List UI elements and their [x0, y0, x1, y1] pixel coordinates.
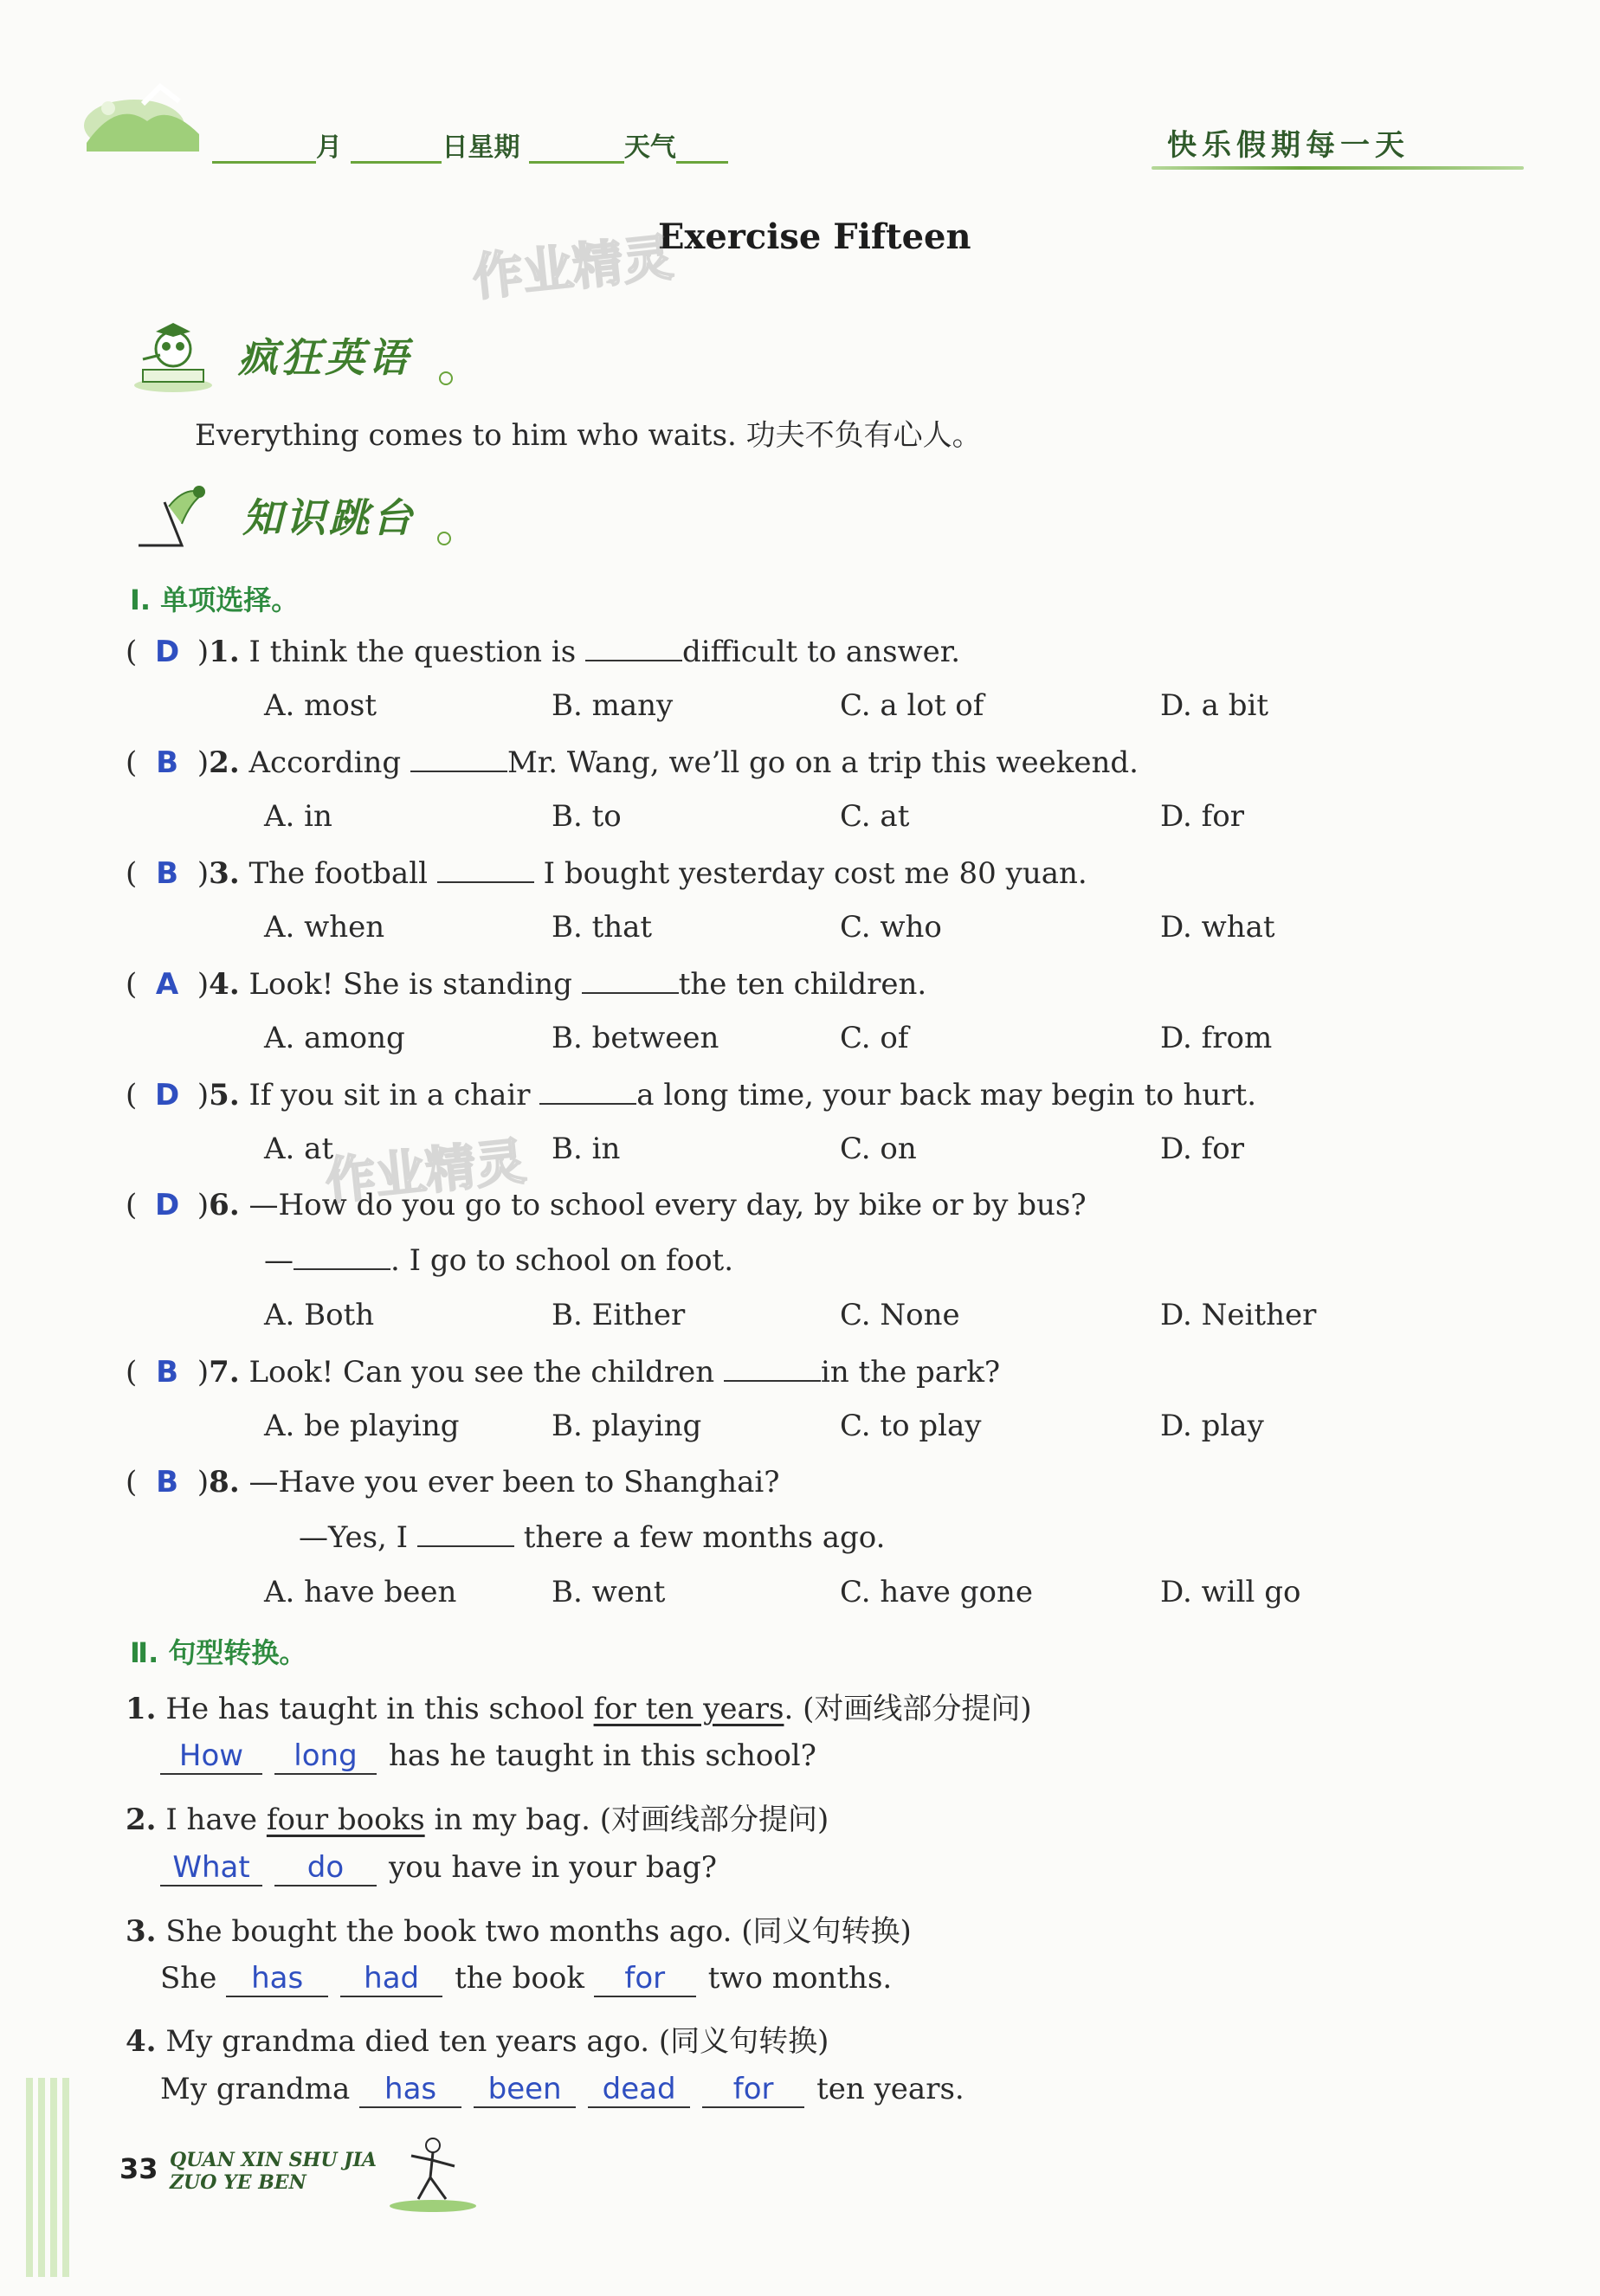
part1-heading: Ⅰ. 单项选择。: [130, 584, 300, 616]
question-text: Mr. Wang, we’ll go on a trip this weekend.: [506, 745, 1139, 780]
option-d: D. for: [1160, 1132, 1244, 1166]
question-text: difficult to answer.: [682, 635, 961, 669]
question-text: The football: [248, 856, 428, 891]
question-text: —How do you go to school every day, by bike or by bus?: [248, 1188, 1087, 1222]
transform-4: [126, 2017, 829, 2060]
question-number: 8.: [209, 1465, 240, 1499]
underlined-part: for ten years: [593, 1692, 784, 1726]
answer: B: [156, 745, 179, 780]
option-b: B. playing: [552, 1409, 702, 1443]
item-number: 3.: [126, 1914, 157, 1949]
option-c: C. of: [840, 1021, 909, 1055]
option-b: B. went: [552, 1575, 666, 1609]
banner-dot: [439, 371, 453, 385]
transform-1-answer: [160, 1738, 816, 1775]
question-number: 6.: [209, 1188, 240, 1222]
answer: A: [155, 967, 179, 1002]
filled-answer: What: [160, 1850, 262, 1886]
filled-answer: for: [594, 1961, 696, 1997]
option-a: A. most: [264, 688, 377, 723]
owl-reading-icon: [126, 316, 229, 394]
knowledge-banner: [130, 476, 494, 554]
question-7: ( B )7. Look! Can you see the children in the park?: [126, 1355, 1001, 1390]
filled-answer: long: [274, 1738, 377, 1775]
sentence-text: I have: [165, 1803, 258, 1837]
question-text: Look! She is standing: [248, 967, 572, 1002]
transform-4-answer: [160, 2072, 965, 2108]
question-6: ( D )6. —How do you go to school every day, by bike or by bus?: [126, 1188, 1087, 1222]
answer-blank: [417, 1519, 514, 1547]
question-8-line2: [299, 1519, 885, 1555]
answer: B: [156, 856, 179, 891]
sentence-text: ten years.: [816, 2072, 965, 2106]
watermark: 作业精灵: [469, 228, 676, 307]
answer: B: [156, 1355, 179, 1390]
question-number: 5.: [209, 1078, 240, 1113]
question-1: ( D )1. I think the question is difficult to answer.: [126, 635, 961, 669]
question-text: I think the question is: [248, 635, 577, 669]
sentence-text: . (对画线部分提问): [784, 1692, 1032, 1726]
answer: D: [154, 1078, 180, 1113]
answer-blank: [585, 634, 682, 661]
option-b: B. many: [552, 688, 674, 723]
sentence-text: two months.: [707, 1961, 893, 1996]
answer-blank: [437, 855, 534, 883]
day-label: 日: [442, 132, 468, 163]
week-blank: [529, 132, 624, 164]
option-b: B. in: [552, 1132, 621, 1166]
decorative-stripes: [26, 2078, 74, 2277]
option-a: A. at: [264, 1132, 334, 1166]
crazy-english-title: 疯狂英语: [238, 334, 411, 381]
question-text: . I go to school on foot.: [390, 1243, 734, 1278]
sentence-text: My grandma: [160, 2072, 351, 2106]
underlined-part: four books: [266, 1803, 425, 1837]
knowledge-title: 知识跳台: [242, 494, 416, 541]
filled-answer: for: [702, 2072, 804, 2108]
option-c: C. None: [840, 1298, 960, 1332]
question-2: ( B )2. According Mr. Wang, we’ll go on a trip this weekend.: [126, 745, 1139, 780]
answer-blank: [294, 1242, 390, 1270]
option-c: C. who: [840, 910, 942, 945]
question-text: —: [264, 1243, 294, 1278]
answer-blank: [582, 966, 679, 994]
day-blank: [351, 132, 442, 164]
option-a: A. among: [264, 1021, 405, 1055]
date-line: [212, 126, 728, 164]
transform-1: [126, 1685, 1032, 1727]
footer-brand: [170, 2149, 377, 2194]
transform-2-answer: [160, 1850, 717, 1886]
filled-answer: has: [226, 1961, 328, 1997]
transform-3: [126, 1907, 912, 1950]
option-b: B. that: [552, 910, 653, 945]
option-a: A. in: [264, 799, 332, 834]
question-text: I bought yesterday cost me 80 yuan.: [543, 856, 1087, 891]
option-c: C. on: [840, 1132, 917, 1166]
banner-dot: [437, 532, 451, 545]
filled-answer: been: [474, 2072, 576, 2108]
option-b: B. to: [552, 799, 622, 834]
filled-answer: dead: [588, 2072, 690, 2108]
transform-3-answer: [160, 1961, 892, 1997]
item-number: 4.: [126, 2024, 157, 2059]
question-number: 2.: [209, 745, 240, 780]
sentence-text: She bought the book two months ago. (同义句转换): [165, 1914, 912, 1949]
sentence-text: My grandma died ten years ago. (同义句转换): [165, 2024, 829, 2059]
question-4: ( A )4. Look! She is standing the ten children.: [126, 967, 927, 1002]
month-label: 月: [316, 132, 342, 163]
series-underline: [1152, 166, 1524, 170]
option-d: D. Neither: [1160, 1298, 1317, 1332]
answer: D: [154, 635, 180, 669]
part2-heading: Ⅱ. 句型转换。: [130, 1636, 307, 1669]
option-c: C. to play: [840, 1409, 982, 1443]
option-a: A. have been: [264, 1575, 457, 1609]
question-6-line2: [264, 1242, 733, 1278]
header-date-area: [82, 74, 740, 177]
crazy-english-banner: [126, 316, 489, 394]
option-d: D. from: [1160, 1021, 1273, 1055]
answer: D: [154, 1188, 180, 1222]
proverb-text: Everything comes to him who waits. 功夫不负有心人。: [195, 418, 982, 453]
brand-line-1: QUAN XIN SHU JIA: [170, 2149, 377, 2171]
sentence-text: has he taught in this school?: [389, 1738, 816, 1773]
sentence-text: He has taught in this school: [165, 1692, 584, 1726]
filled-answer: do: [274, 1850, 377, 1886]
answer-blank: [410, 745, 507, 772]
filled-answer: How: [160, 1738, 262, 1775]
question-text: the ten children.: [678, 967, 927, 1002]
surfer-icon: [385, 2130, 481, 2216]
sentence-text: you have in your bag?: [389, 1850, 717, 1885]
question-text: —Yes, I: [299, 1520, 409, 1555]
question-text: in the park?: [820, 1355, 1001, 1390]
item-number: 2.: [126, 1803, 157, 1837]
option-c: C. have gone: [840, 1575, 1033, 1609]
month-blank: [212, 132, 316, 164]
option-d: D. for: [1160, 799, 1244, 834]
question-text: Look! Can you see the children: [248, 1355, 715, 1390]
diver-icon: [130, 476, 225, 554]
weather-blank: [676, 132, 728, 164]
page-number: 33: [119, 2152, 158, 2185]
option-a: A. Both: [264, 1298, 375, 1332]
series-title: 快乐假期每一天: [1167, 128, 1410, 163]
question-text: According: [248, 745, 402, 780]
option-c: C. a lot of: [840, 688, 984, 723]
question-3: ( B )3. The football I bought yesterday cost me 80 yuan.: [126, 856, 1087, 891]
watermark: 作业精灵: [322, 1132, 529, 1211]
question-text: If you sit in a chair: [248, 1078, 531, 1113]
header-series: [1152, 121, 1524, 182]
answer-blank: [724, 1354, 821, 1382]
question-text: —Have you ever been to Shanghai?: [248, 1465, 780, 1499]
sentence-text: in my bag. (对画线部分提问): [434, 1803, 829, 1837]
option-c: C. at: [840, 799, 910, 834]
option-b: B. Either: [552, 1298, 686, 1332]
option-a: A. be playing: [264, 1409, 460, 1443]
answer: B: [156, 1465, 179, 1499]
option-d: D. a bit: [1160, 688, 1269, 723]
option-d: D. play: [1160, 1409, 1264, 1443]
option-d: D. will go: [1160, 1575, 1301, 1609]
question-number: 3.: [209, 856, 240, 891]
option-a: A. when: [264, 910, 385, 945]
question-text: there a few months ago.: [523, 1520, 886, 1555]
question-number: 7.: [209, 1355, 240, 1390]
option-b: B. between: [552, 1021, 719, 1055]
question-number: 1.: [209, 635, 240, 669]
sentence-text: She: [160, 1961, 217, 1996]
week-label: 星期: [468, 132, 520, 163]
transform-2: [126, 1796, 829, 1838]
item-number: 1.: [126, 1692, 157, 1726]
sentence-text: the book: [455, 1961, 584, 1996]
brand-line-2: ZUO YE BEN: [170, 2171, 306, 2194]
landscape-icon: [82, 74, 203, 160]
question-number: 4.: [209, 967, 240, 1002]
question-5: ( D )5. If you sit in a chair a long time, your back may begin to hurt.: [126, 1078, 1257, 1113]
question-text: a long time, your back may begin to hurt.: [636, 1078, 1257, 1113]
filled-answer: had: [340, 1961, 442, 1997]
page-title: Exercise Fifteen: [658, 216, 971, 257]
filled-answer: has: [359, 2072, 461, 2108]
question-8: ( B )8. —Have you ever been to Shanghai?: [126, 1465, 780, 1499]
weather-label: 天气: [623, 132, 676, 163]
answer-blank: [539, 1077, 636, 1105]
option-d: D. what: [1160, 910, 1275, 945]
